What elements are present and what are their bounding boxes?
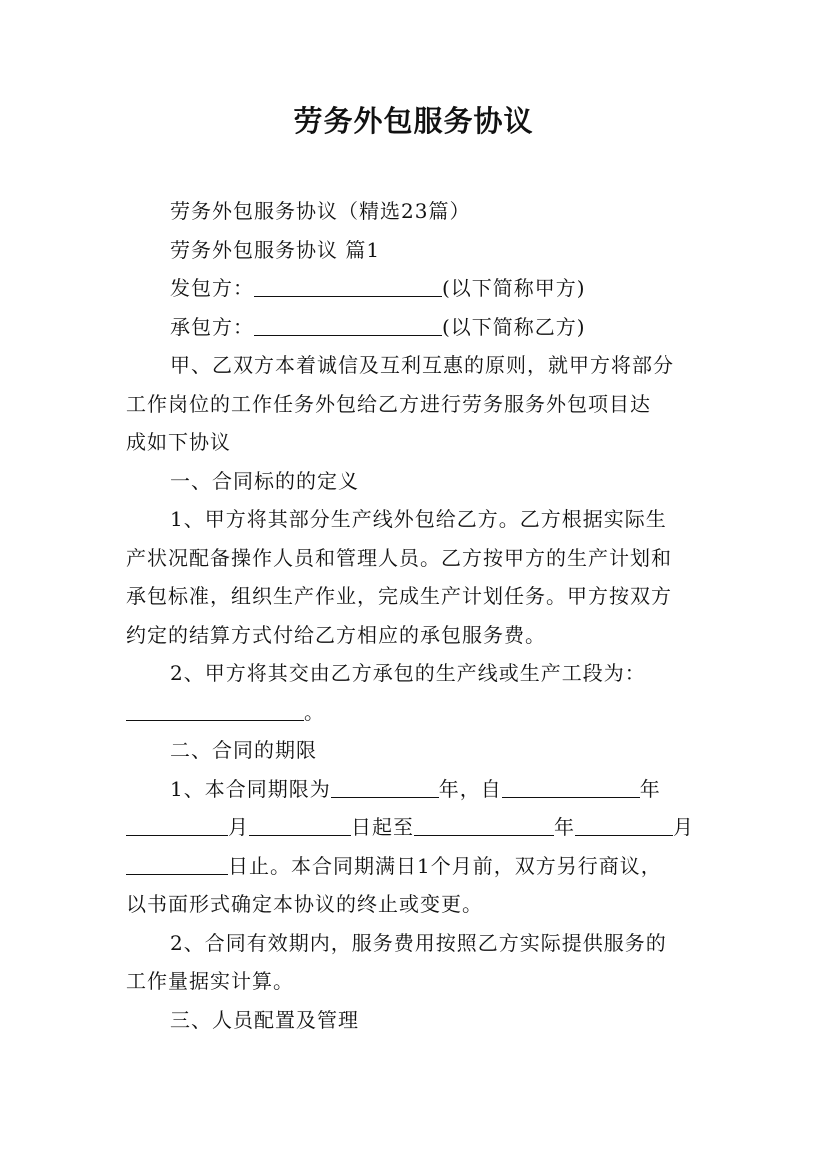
- end-month-blank: [575, 813, 673, 836]
- clause-2-1-text: 年: [554, 815, 575, 839]
- clause-1-1-line: 1、甲方将其部分生产线外包给乙方。乙方根据实际生: [170, 507, 667, 531]
- intro-line: 成如下协议: [126, 430, 231, 454]
- clause-2-1-text: 日起至: [351, 815, 414, 839]
- start-month-blank: [126, 813, 228, 836]
- clause-2-1-line: [126, 770, 706, 809]
- clause-1-1-line: 约定的结算方式付给乙方相应的承包服务费。: [126, 622, 546, 647]
- party-b-label: 承包方：: [170, 314, 254, 339]
- clause-2-2-line: 工作量据实计算。: [126, 969, 294, 993]
- end-day-blank: [126, 852, 228, 875]
- clause-1-1-line: 承包标准，组织生产作业，完成生产计划任务。甲方按双方: [126, 584, 672, 608]
- clause-1-1-line: 产状况配备操作人员和管理人员。乙方按甲方的生产计划和: [126, 545, 672, 570]
- party-b-blank: [254, 313, 442, 336]
- party-a-line: [126, 269, 706, 308]
- clause-1-2-end: 。: [304, 699, 325, 724]
- party-a-suffix: (以下简称甲方): [442, 276, 586, 300]
- section-heading: 劳务外包服务协议 篇1: [170, 237, 381, 262]
- start-year-blank: [502, 775, 640, 798]
- clause-2-2-line: 2、合同有效期内，服务费用按照乙方实际提供服务的: [170, 930, 667, 955]
- heading-3: 三、人员配置及管理: [170, 1007, 359, 1032]
- clause-2-1-line: [126, 808, 706, 847]
- clause-2-1-text: 日止。本合同期满日1个月前，双方另行商议，: [228, 853, 662, 878]
- production-line-blank: [126, 698, 304, 721]
- intro-line: 工作岗位的工作任务外包给乙方进行劳务服务外包项目达: [126, 391, 651, 416]
- clause-2-1-line: [126, 847, 706, 886]
- clause-2-1-text: 月: [673, 815, 694, 839]
- party-a-label: 发包方：: [170, 276, 254, 300]
- document-body: [126, 192, 706, 1039]
- end-year-blank: [414, 813, 554, 836]
- term-years-blank: [331, 775, 439, 798]
- document-title: 劳务外包服务协议: [293, 104, 534, 138]
- party-b-suffix: (以下简称乙方): [442, 314, 586, 339]
- party-b-line: [126, 308, 706, 347]
- heading-1: 一、合同标的的定义: [170, 468, 359, 493]
- intro-line: 甲、乙双方本着诚信及互利互惠的原则，就甲方将部分: [170, 353, 674, 377]
- start-day-blank: [249, 813, 351, 836]
- clause-1-2-line: 2、甲方将其交由乙方承包的生产线或生产工段为：: [170, 661, 646, 685]
- clause-2-1-text: 年，自: [438, 776, 502, 801]
- clause-2-1-text: 1、本合同期限为: [170, 776, 331, 801]
- clause-2-1-text: 月: [228, 815, 249, 839]
- clause-2-1-line: 以书面形式确定本协议的终止或变更。: [126, 892, 483, 916]
- heading-2: 二、合同的期限: [170, 738, 317, 762]
- clause-2-1-text: 年: [639, 776, 661, 801]
- subtitle: 劳务外包服务协议（精选23篇）: [170, 199, 471, 223]
- clause-1-2-blank-line: [126, 693, 706, 732]
- party-a-blank: [254, 274, 442, 297]
